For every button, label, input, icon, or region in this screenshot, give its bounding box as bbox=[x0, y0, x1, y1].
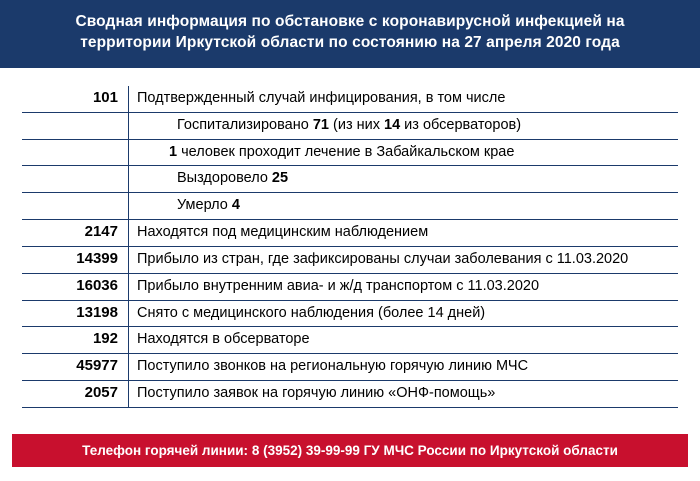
row-text-segment: Находятся под медицинским наблюдением bbox=[137, 224, 429, 241]
row-text-segment: Поступило звонков на региональную горячую линию МЧС bbox=[137, 358, 529, 375]
hotline-phone: 8 (3952) 39-99-99 bbox=[251, 443, 360, 458]
row-number: 16036 bbox=[22, 273, 129, 300]
row-text bbox=[129, 381, 679, 408]
row-text-segment: (из них bbox=[328, 116, 385, 133]
row-text bbox=[129, 166, 679, 193]
row-text bbox=[129, 273, 679, 300]
row-number bbox=[22, 166, 129, 193]
row-text-emphasis: 14 bbox=[384, 116, 401, 133]
table-row bbox=[22, 86, 678, 112]
stats-content bbox=[0, 68, 700, 412]
row-text-segment: Снято с медицинского наблюдения (более 14 дней) bbox=[137, 304, 486, 321]
table-row bbox=[22, 354, 678, 381]
table-row bbox=[22, 246, 678, 273]
table-row bbox=[22, 139, 678, 166]
statistics-table-body bbox=[22, 86, 678, 408]
row-number bbox=[22, 193, 129, 220]
row-text bbox=[129, 327, 679, 354]
table-row bbox=[22, 381, 678, 408]
table-row bbox=[22, 300, 678, 327]
row-number: 2057 bbox=[22, 381, 129, 408]
row-number: 2147 bbox=[22, 220, 129, 247]
statistics-table bbox=[22, 86, 678, 408]
hotline-prefix: Телефон горячей линии: bbox=[82, 443, 252, 458]
header-title-line-2: территории Иркутской области по состоянию на 27 апреля 2020 года bbox=[80, 33, 620, 51]
row-number: 101 bbox=[22, 86, 129, 112]
hotline-footer bbox=[12, 434, 688, 467]
table-row bbox=[22, 273, 678, 300]
row-text bbox=[129, 300, 679, 327]
row-text-segment: Прибыло внутренним авиа- и ж/д транспортом с 11.03.2020 bbox=[137, 277, 540, 294]
row-text bbox=[129, 139, 679, 166]
row-text-segment: из обсерваторов) bbox=[400, 116, 522, 133]
row-text-emphasis: 4 bbox=[231, 197, 240, 214]
row-text-segment: Находятся в обсерваторе bbox=[137, 331, 310, 348]
table-row bbox=[22, 193, 678, 220]
row-text-emphasis: 1 bbox=[169, 143, 178, 160]
row-text-segment: человек проходит лечение в Забайкальском крае bbox=[177, 143, 515, 160]
row-number bbox=[22, 139, 129, 166]
row-number: 192 bbox=[22, 327, 129, 354]
table-row bbox=[22, 166, 678, 193]
row-text-emphasis: 25 bbox=[271, 170, 289, 187]
table-row bbox=[22, 220, 678, 247]
row-number: 14399 bbox=[22, 246, 129, 273]
hotline-suffix: ГУ МЧС России по Иркутской области bbox=[359, 443, 618, 458]
row-text bbox=[129, 354, 679, 381]
table-row bbox=[22, 112, 678, 139]
row-text-segment: Подтвержденный случай инфицирования, в том числе bbox=[137, 89, 506, 106]
row-text-segment: Прибыло из стран, где зафиксированы случаи заболевания с 11.03.2020 bbox=[137, 250, 629, 267]
row-text-segment: Поступило заявок на горячую линию «ОНФ-помощь» bbox=[137, 385, 496, 402]
row-text bbox=[129, 246, 679, 273]
row-number: 13198 bbox=[22, 300, 129, 327]
row-text-segment: Умерло bbox=[177, 197, 232, 214]
row-text-segment: Госпитализировано bbox=[177, 116, 313, 133]
row-text bbox=[129, 220, 679, 247]
table-row bbox=[22, 327, 678, 354]
row-text-segment: Выздоровело bbox=[177, 170, 272, 187]
header-title-line-1: Сводная информация по обстановке с коронавирусной инфекцией на bbox=[75, 13, 625, 30]
row-number bbox=[22, 112, 129, 139]
poster-header bbox=[0, 0, 700, 68]
row-number: 45977 bbox=[22, 354, 129, 381]
row-text-emphasis: 71 bbox=[312, 116, 329, 133]
row-text bbox=[129, 112, 679, 139]
row-text bbox=[129, 193, 679, 220]
row-text bbox=[129, 86, 679, 112]
